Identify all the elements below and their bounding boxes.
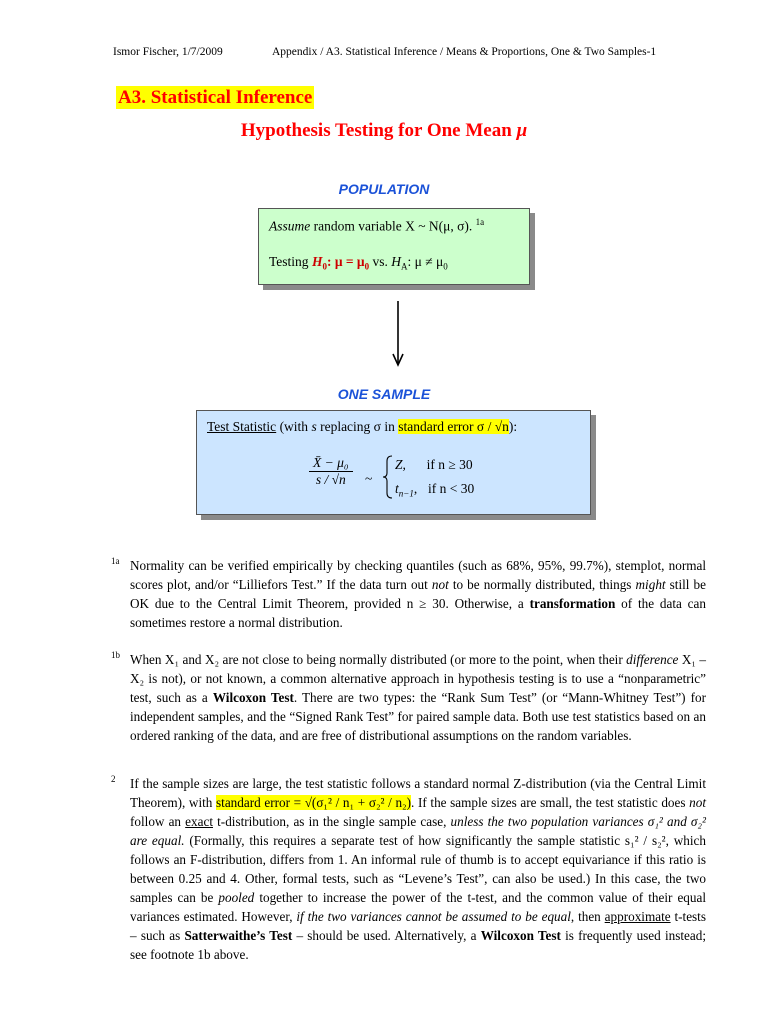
h0-symbol: H	[311, 254, 323, 269]
fn2-t14: t-tests – such as	[130, 909, 706, 943]
population-assumption	[269, 217, 484, 235]
fn2-t13: approximate	[604, 909, 671, 924]
page-title	[0, 120, 768, 142]
footnote-1b-mark: 1b	[111, 650, 120, 660]
footnote-2-mark: 2	[111, 774, 116, 784]
header-author-date: Ismor Fischer, 1/7/2009	[113, 46, 223, 58]
assume-word: Assume	[269, 218, 311, 234]
fn1b-t3: X₁ – X₂ is not), or not known, a common alternative approach in hypothesis testing is to use a “nonparametric” test, such as a	[130, 652, 707, 705]
test-statistic-fraction	[309, 455, 353, 488]
one-sample-box	[196, 410, 591, 515]
one-sample-label: ONE SAMPLE	[337, 386, 431, 402]
ha-equation-sub: 0	[443, 261, 448, 272]
footnote-ref-1a: 1a	[475, 217, 485, 227]
distributed-as: ~	[365, 471, 373, 486]
standard-error-highlight: standard error σ / √n	[398, 419, 509, 434]
z-symbol: Z,	[395, 457, 406, 472]
fn2-t4: follow an	[130, 814, 186, 829]
fn1a-t3: to be normally distributed, things	[448, 577, 636, 592]
test-statistic-line	[207, 419, 517, 435]
ha-sub: A	[400, 261, 408, 272]
fn2-t17: Wilcoxon Test	[480, 928, 561, 943]
test-statistic-label: Test Statistic	[207, 419, 277, 434]
h0-sub: 0	[322, 261, 327, 272]
fraction-numerator: X̄ − μ₀	[309, 455, 353, 472]
ha-symbol: H	[391, 254, 401, 269]
fn1b-t4: Wilcoxon Test	[212, 690, 294, 705]
fn1b-t1: When X₁ and X₂ are not close to being normally distributed (or more to the point, when their	[130, 652, 627, 667]
fn2-t11: if the two variances cannot be assumed to be equal	[296, 909, 571, 924]
fn2-t1: If the sample sizes are large, the test statistic follows a standard normal Z-distribution (via the Central Limit Theorem), with	[130, 776, 706, 810]
t-comma: ,	[413, 481, 418, 496]
ts-with: (with	[276, 419, 312, 434]
fn1b-t2: difference	[626, 652, 679, 667]
footnote-2	[111, 774, 707, 964]
fn1a-t1: Normality can be verified empirically by checking quantiles (such as 68%, 95%, 99.7%), stemplot, normal scores plot, and/or “Lilliefors Test.” If the data turn out	[130, 558, 706, 592]
fn2-t3: not	[689, 795, 707, 810]
ts-replacing: replacing σ in	[316, 419, 399, 434]
fn2-t16: – should be used. Alternatively, a	[292, 928, 481, 943]
down-arrow-icon	[392, 301, 404, 367]
vs-word: vs.	[369, 254, 392, 269]
fn1a-t5: still be OK due to the Central Limit Theorem, provided n ≥ 30. Otherwise, a	[130, 577, 706, 611]
footnote-1b	[111, 650, 707, 745]
fn1a-t2: not	[431, 577, 449, 592]
population-hypotheses	[269, 254, 448, 272]
small-n-condition: if n < 30	[427, 481, 475, 496]
fn2-t6: t-distribution, as in the single sample case,	[213, 814, 451, 829]
h0-equation-sub: 0	[364, 261, 370, 272]
fn1a-t4: might	[635, 577, 666, 592]
ts-s: s	[311, 419, 317, 434]
ts-close: ):	[508, 419, 518, 434]
fn2-t2: . If the sample sizes are small, the test statistic does	[411, 795, 690, 810]
brace-icon	[382, 455, 394, 503]
fn1a-t6: transformation	[529, 596, 616, 611]
case-small-n	[395, 481, 474, 499]
fn2-t15: Satterwaithe’s Test	[184, 928, 293, 943]
fn2-t8: (Formally, this requires a separate test of how significantly the sample statistic s₁² / s₂², which follows an F-distribution, differs from 1. An informal rule of thumb is to accept equivariance if this ratio is between 0.25 and 4. Other, formal tests, such as “Levene’s Test”, can also be used.) In this case, the two samples can be	[130, 833, 706, 905]
fn2-t18: is frequently used instead; see footnote 1b above.	[130, 928, 706, 962]
testing-word: Testing	[269, 254, 312, 269]
ha-equation: : μ ≠ μ	[407, 254, 444, 269]
fn2-standard-error-highlight: standard error = √(σ₁² / n₁ + σ₂² / n₂)	[216, 795, 412, 810]
population-box	[258, 208, 530, 285]
case-large-n	[395, 457, 473, 473]
fn2-t5: exact	[185, 814, 213, 829]
fn1b-t5: . There are two types: the “Rank Sum Test” (or “Mann-Whitney Test”) for independent samples, and the “Signed Rank Test” for paired sample data. Both use test statistics based on an ordered ranking of the data, and are free of distributional assumptions on the random variables.	[130, 690, 706, 743]
page-title-text: Hypothesis Testing for One Mean	[240, 120, 512, 141]
fn1a-t7: of the data can sometimes restore a normal distribution.	[130, 596, 706, 630]
fraction-denominator: s / √n	[315, 472, 346, 487]
section-title: A3. Statistical Inference	[118, 87, 313, 108]
page-title-symbol: μ	[516, 120, 528, 141]
assume-rest: random variable X ~ N(μ, σ).	[310, 218, 476, 234]
h0-equation: : μ = μ	[326, 254, 365, 269]
fn2-t10: together to increase the power of the t-test, and the common value of their equal variances estimated. However,	[130, 890, 707, 924]
large-n-condition: if n ≥ 30	[426, 457, 473, 472]
fn2-t9: pooled	[218, 890, 255, 905]
header-path: Appendix / A3. Statistical Inference / Means & Proportions, One & Two Samples-1	[272, 46, 657, 58]
footnote-1a	[111, 556, 706, 632]
fn2-t12: , then	[570, 909, 605, 924]
footnote-1a-mark: 1a	[111, 556, 120, 566]
t-symbol: t	[395, 481, 399, 496]
fn2-t7: unless the two population variances σ₁² and σ₂² are equal.	[130, 814, 706, 848]
population-label: POPULATION	[338, 181, 430, 197]
t-df: n−1	[398, 488, 414, 499]
